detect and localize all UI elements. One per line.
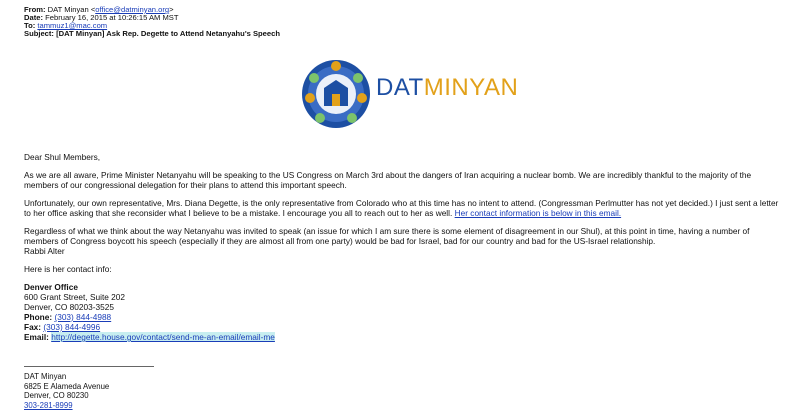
- fax-link[interactable]: (303) 844-4996: [43, 322, 101, 332]
- office-name: Denver Office: [24, 282, 78, 292]
- footer-org: DAT Minyan: [24, 372, 67, 381]
- address-line-2: Denver, CO 80203-3525: [24, 302, 114, 312]
- email-footer: [24, 372, 109, 410]
- logo-wordmark: [376, 74, 518, 102]
- phone-label: Phone:: [24, 312, 53, 322]
- fax-label: Fax:: [24, 322, 42, 332]
- paragraph-2-text: Unfortunately, our own representative, Mrs. Diana Degette, is the only representative from Colorado who at this time has no intent to attend. (Congressman Perlmutter has not yet decided.) I just sent a letter to her office asking that she reconsider what I believe to be a mistake. I encourage you all to reach out to her as well.: [24, 198, 779, 218]
- dat-minyan-logo: [300, 58, 540, 128]
- dat-minyan-emblem-icon: [300, 58, 372, 130]
- phone-line: [24, 312, 784, 322]
- footer-divider: [24, 366, 154, 367]
- paragraph-3: Regardless of what we think about the way Netanyahu was invited to speak (an issue for which I am sure there is some element of disagreement in our Shul), at this point in time, having a number of members of Congress boycott his speech (especially if they are almost all from one party) would be bad for Israel, bad for our country and bad for the US-Israel relationship.: [24, 226, 750, 246]
- date-value: February 16, 2015 at 10:26:15 AM MST: [45, 13, 179, 22]
- from-email-link[interactable]: office@datminyan.org: [95, 5, 170, 14]
- greeting: Dear Shul Members,: [24, 152, 101, 162]
- from-name: DAT Minyan <: [47, 5, 96, 14]
- subject-label: Subject:: [24, 29, 54, 38]
- footer-phone-link[interactable]: 303-281-8999: [24, 400, 73, 410]
- email-header: [24, 6, 784, 38]
- date-line: [24, 14, 784, 22]
- logo-word-dat: DAT: [376, 74, 424, 101]
- footer-street: 6825 E Alameda Avenue: [24, 381, 110, 391]
- logo-word-minyan: MINYAN: [423, 74, 519, 101]
- email-contact-link[interactable]: http://degette.house.gov/contact/send-me-an-email/email-me: [51, 332, 275, 342]
- date-label: Date:: [24, 13, 43, 22]
- email-label: Email:: [24, 332, 49, 342]
- to-email-link[interactable]: tammuz1@mac.com: [37, 21, 108, 30]
- from-close: >: [169, 5, 174, 14]
- email-line: [24, 332, 784, 342]
- footer-city: Denver, CO 80230: [24, 391, 89, 400]
- email-body: [24, 152, 784, 342]
- paragraph-2: [24, 198, 784, 218]
- paragraph-1: As we are all aware, Prime Minister Netanyahu will be speaking to the US Congress on March 3rd about the dangers of Iran acquiring a nuclear bomb. We are incredibly thankful to the majority of the members of our congressional delegation for their plans to attend this important speech.: [24, 170, 752, 190]
- fax-line: [24, 322, 784, 332]
- to-label: To:: [24, 21, 36, 30]
- signature: Rabbi Alter: [24, 246, 65, 256]
- from-label: From:: [24, 5, 46, 14]
- contact-info-link[interactable]: Her contact information is below in this email.: [454, 208, 622, 218]
- address-line-1: 600 Grant Street, Suite 202: [24, 292, 126, 302]
- subject-line: [24, 30, 784, 38]
- phone-link[interactable]: (303) 844-4988: [54, 312, 112, 322]
- subject-value: [DAT Minyan] Ask Rep. Degette to Attend Netanyahu's Speech: [56, 29, 280, 38]
- contact-intro: Here is her contact info:: [24, 264, 112, 274]
